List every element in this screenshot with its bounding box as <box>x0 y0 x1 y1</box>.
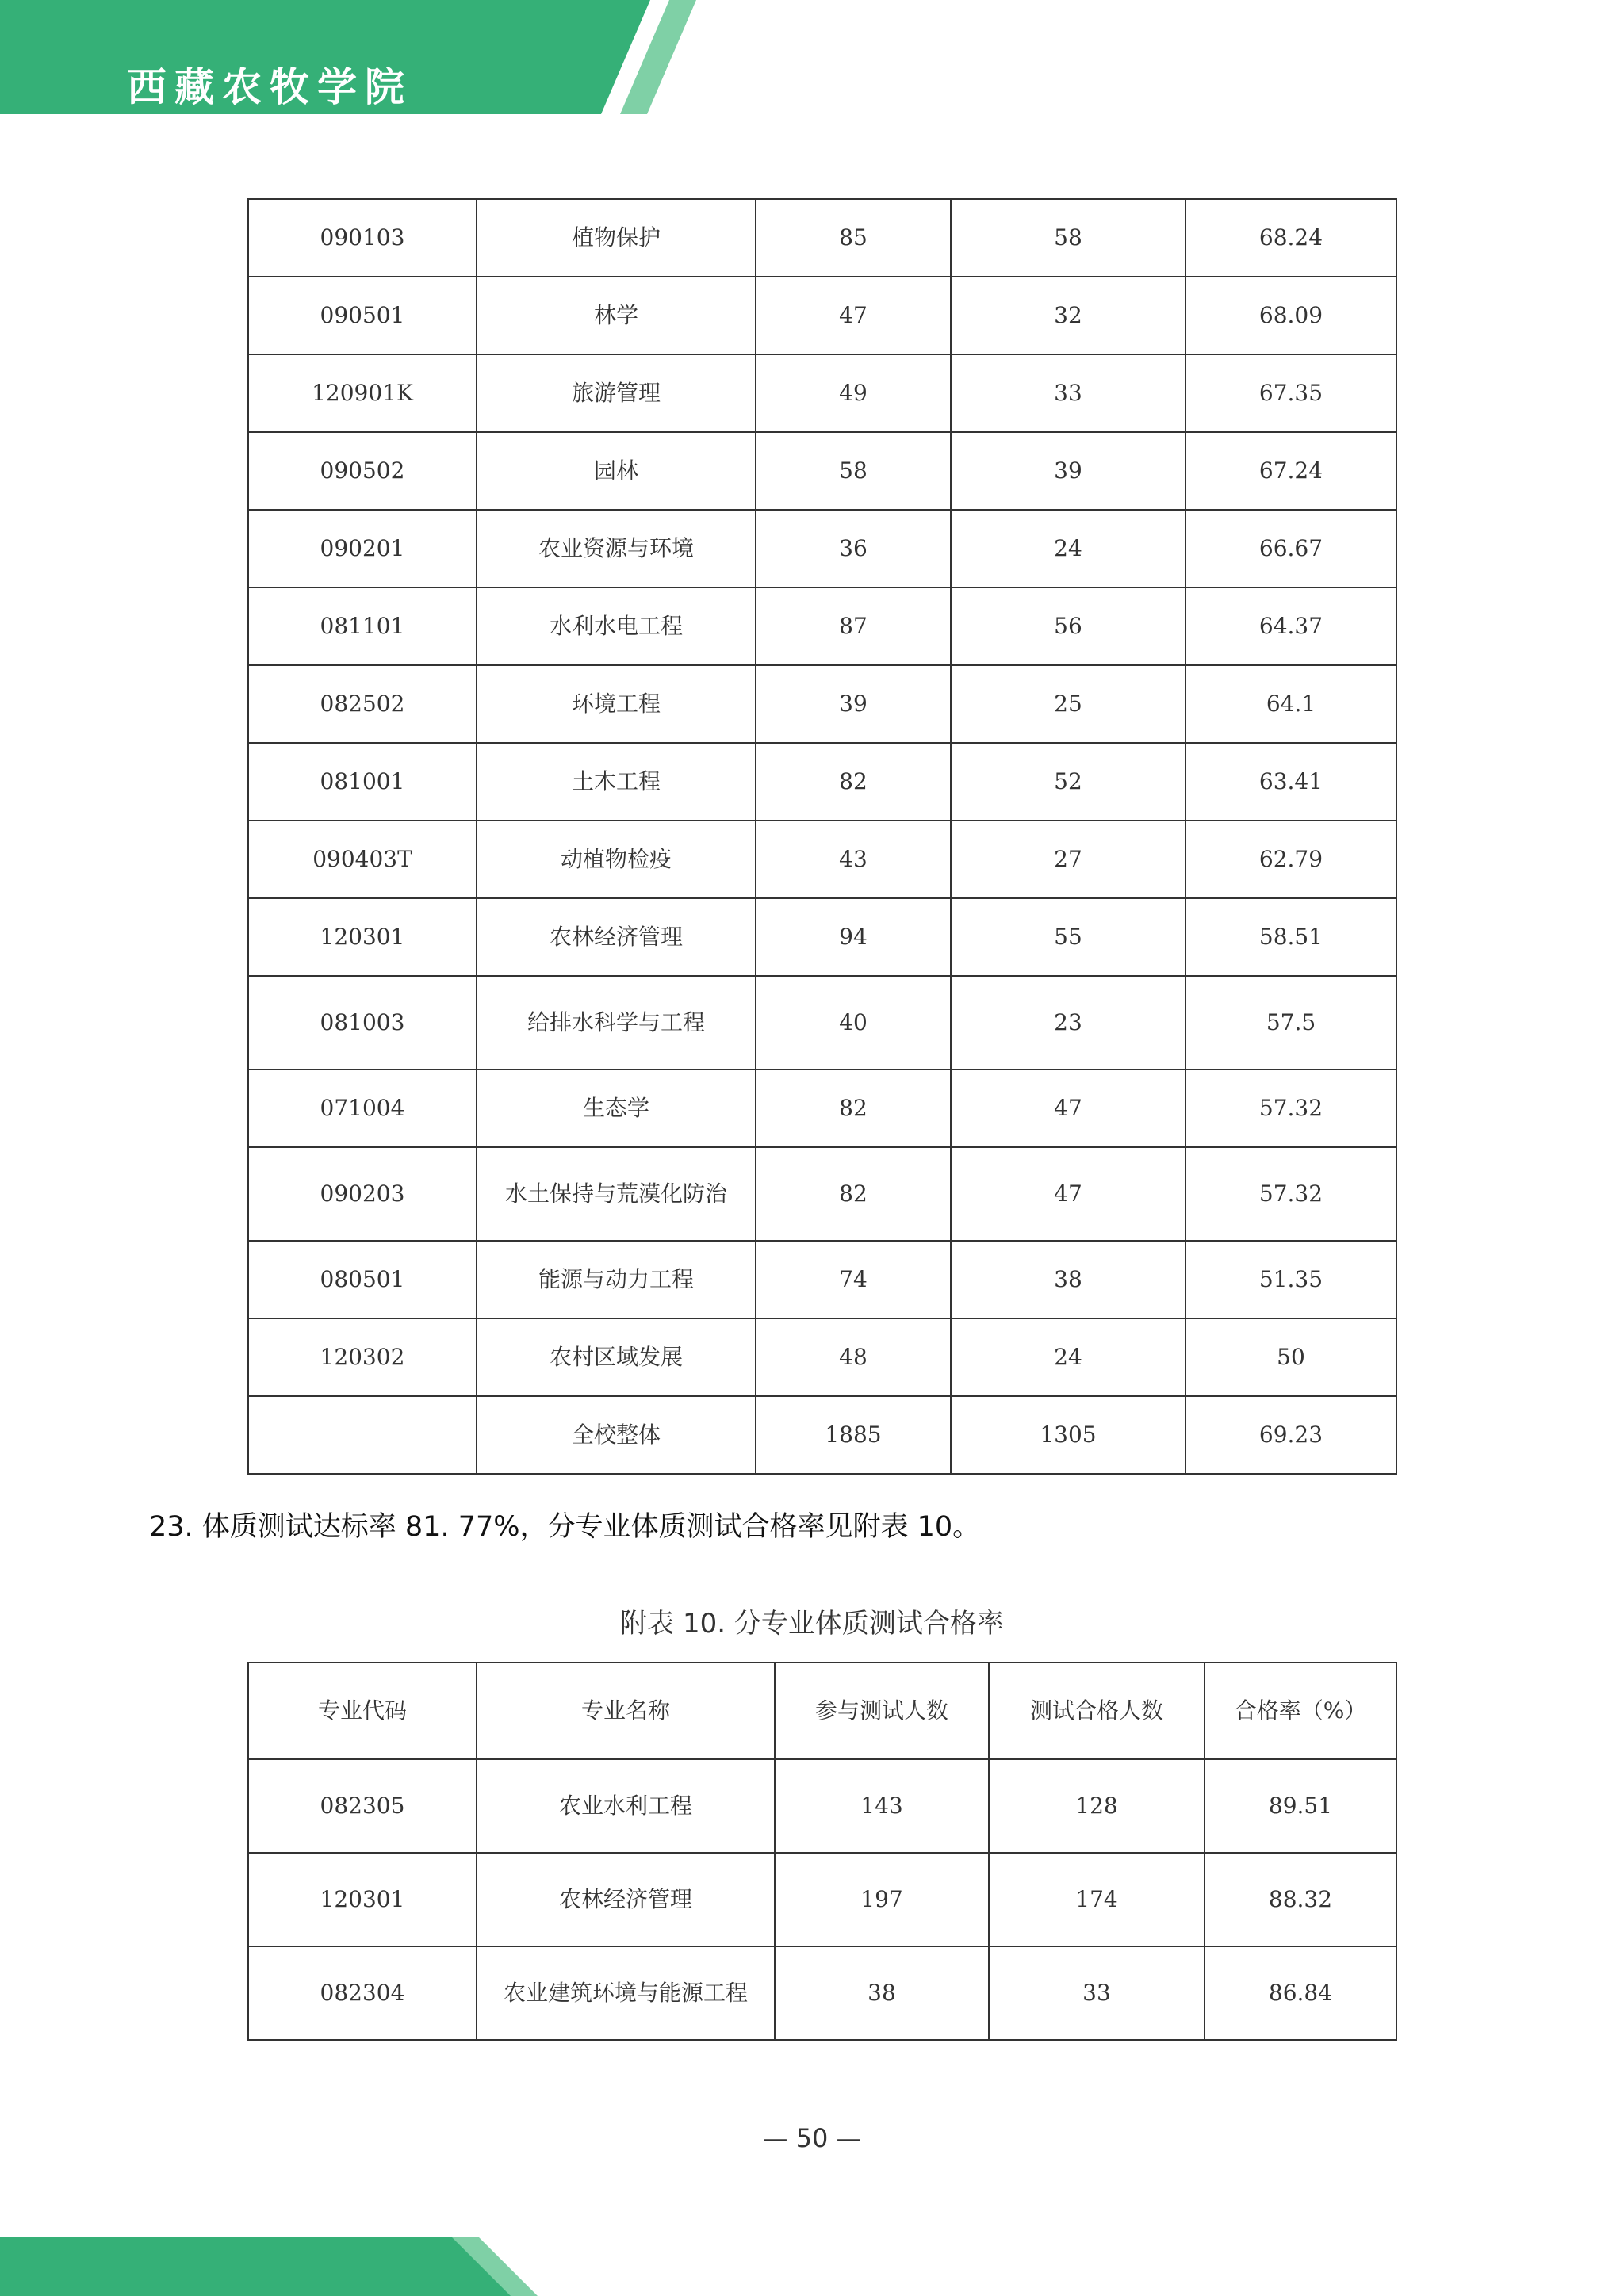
cell-name: 环境工程 <box>477 665 756 743</box>
cell-code: 081003 <box>248 976 477 1070</box>
cell-code: 082304 <box>248 1946 477 2040</box>
cell-name: 农林经济管理 <box>477 1853 775 1946</box>
cell-passed: 55 <box>951 898 1185 976</box>
cell-name: 农村区域发展 <box>477 1318 756 1396</box>
cell-passed: 33 <box>989 1946 1205 2040</box>
table-row <box>248 1946 1396 2040</box>
cell-rate: 51.35 <box>1185 1241 1396 1318</box>
cell-rate: 57.32 <box>1185 1070 1396 1147</box>
cell-tested: 49 <box>756 354 951 432</box>
footer-banner <box>0 2237 555 2296</box>
cell-code: 080501 <box>248 1241 477 1318</box>
cell-passed: 33 <box>951 354 1185 432</box>
cell-tested: 74 <box>756 1241 951 1318</box>
cell-name: 农业建筑环境与能源工程 <box>477 1946 775 2040</box>
cell-tested: 48 <box>756 1318 951 1396</box>
cell-tested: 36 <box>756 510 951 587</box>
header-code: 专业代码 <box>248 1663 477 1759</box>
cell-name: 园林 <box>477 432 756 510</box>
cell-code: 120901K <box>248 354 477 432</box>
fitness-pass-rate-table <box>247 1662 1397 2041</box>
cell-rate: 62.79 <box>1185 821 1396 898</box>
cell-rate: 68.24 <box>1185 199 1396 277</box>
table-row <box>248 821 1396 898</box>
header-passed: 测试合格人数 <box>989 1663 1205 1759</box>
cell-passed: 39 <box>951 432 1185 510</box>
table-row <box>248 1396 1396 1474</box>
cell-tested: 85 <box>756 199 951 277</box>
cell-code: 090502 <box>248 432 477 510</box>
cell-tested: 87 <box>756 587 951 665</box>
cell-tested: 82 <box>756 743 951 821</box>
cell-rate: 57.32 <box>1185 1147 1396 1241</box>
cell-rate: 67.24 <box>1185 432 1396 510</box>
cell-tested: 38 <box>775 1946 989 2040</box>
cell-code: 081101 <box>248 587 477 665</box>
cell-rate: 67.35 <box>1185 354 1396 432</box>
cell-name: 生态学 <box>477 1070 756 1147</box>
cell-code: 120301 <box>248 898 477 976</box>
cell-rate: 66.67 <box>1185 510 1396 587</box>
cell-passed: 56 <box>951 587 1185 665</box>
header-rate: 合格率（%） <box>1205 1663 1396 1759</box>
table-row <box>248 1318 1396 1396</box>
cell-passed: 32 <box>951 277 1185 354</box>
cell-code: 090201 <box>248 510 477 587</box>
table-row <box>248 665 1396 743</box>
table-row <box>248 1147 1396 1241</box>
table-row <box>248 510 1396 587</box>
header-name: 专业名称 <box>477 1663 775 1759</box>
table1-body <box>248 199 1396 1474</box>
cell-rate: 86.84 <box>1205 1946 1396 2040</box>
cell-tested: 82 <box>756 1070 951 1147</box>
table-caption: 附表 10. 分专业体质测试合格率 <box>620 1608 1004 1640</box>
cell-code: 082502 <box>248 665 477 743</box>
table2-body <box>248 1759 1396 2040</box>
institution-title: 西藏农牧学院 <box>127 63 412 110</box>
cell-rate: 88.32 <box>1205 1853 1396 1946</box>
cell-passed: 24 <box>951 1318 1185 1396</box>
cell-code: 071004 <box>248 1070 477 1147</box>
table-row <box>248 1070 1396 1147</box>
cell-rate: 69.23 <box>1185 1396 1396 1474</box>
cell-passed: 47 <box>951 1147 1185 1241</box>
cell-tested: 58 <box>756 432 951 510</box>
cell-rate: 64.37 <box>1185 587 1396 665</box>
cell-name: 旅游管理 <box>477 354 756 432</box>
table-row <box>248 1759 1396 1853</box>
table-row <box>248 1241 1396 1318</box>
table-row <box>248 976 1396 1070</box>
cell-passed: 47 <box>951 1070 1185 1147</box>
table2-header-row <box>248 1663 1396 1759</box>
cell-rate: 63.41 <box>1185 743 1396 821</box>
cell-code: 090501 <box>248 277 477 354</box>
cell-passed: 23 <box>951 976 1185 1070</box>
cell-code: 082305 <box>248 1759 477 1853</box>
header-tested: 参与测试人数 <box>775 1663 989 1759</box>
cell-passed: 25 <box>951 665 1185 743</box>
cell-name: 水土保持与荒漠化防治 <box>477 1147 756 1241</box>
cell-code: 120302 <box>248 1318 477 1396</box>
fitness-test-paragraph: 23. 体质测试达标率 81. 77%，分专业体质测试合格率见附表 10。 <box>149 1511 981 1543</box>
cell-name: 给排水科学与工程 <box>477 976 756 1070</box>
cell-code <box>248 1396 477 1474</box>
cell-tested: 39 <box>756 665 951 743</box>
cell-rate: 57.5 <box>1185 976 1396 1070</box>
cell-tested: 1885 <box>756 1396 951 1474</box>
major-pass-rate-table-continued <box>247 198 1397 1475</box>
table-row <box>248 898 1396 976</box>
cell-code: 090203 <box>248 1147 477 1241</box>
cell-name: 土木工程 <box>477 743 756 821</box>
cell-rate: 64.1 <box>1185 665 1396 743</box>
cell-name: 植物保护 <box>477 199 756 277</box>
cell-rate: 50 <box>1185 1318 1396 1396</box>
cell-name: 农林经济管理 <box>477 898 756 976</box>
cell-passed: 58 <box>951 199 1185 277</box>
table-row <box>248 432 1396 510</box>
cell-rate: 89.51 <box>1205 1759 1396 1853</box>
cell-code: 081001 <box>248 743 477 821</box>
footer-band-primary <box>0 2237 533 2296</box>
cell-name: 农业资源与环境 <box>477 510 756 587</box>
cell-code: 120301 <box>248 1853 477 1946</box>
cell-tested: 40 <box>756 976 951 1070</box>
table-row <box>248 587 1396 665</box>
table-row <box>248 743 1396 821</box>
cell-name: 动植物检疫 <box>477 821 756 898</box>
cell-tested: 197 <box>775 1853 989 1946</box>
cell-name: 全校整体 <box>477 1396 756 1474</box>
cell-name: 水利水电工程 <box>477 587 756 665</box>
cell-passed: 27 <box>951 821 1185 898</box>
cell-name: 林学 <box>477 277 756 354</box>
cell-tested: 43 <box>756 821 951 898</box>
cell-tested: 143 <box>775 1759 989 1853</box>
cell-passed: 38 <box>951 1241 1185 1318</box>
cell-passed: 24 <box>951 510 1185 587</box>
cell-code: 090403T <box>248 821 477 898</box>
table-row <box>248 199 1396 277</box>
cell-passed: 52 <box>951 743 1185 821</box>
cell-name: 农业水利工程 <box>477 1759 775 1853</box>
table-row <box>248 277 1396 354</box>
cell-passed: 1305 <box>951 1396 1185 1474</box>
cell-tested: 94 <box>756 898 951 976</box>
cell-tested: 47 <box>756 277 951 354</box>
cell-code: 090103 <box>248 199 477 277</box>
cell-passed: 128 <box>989 1759 1205 1853</box>
cell-rate: 58.51 <box>1185 898 1396 976</box>
cell-rate: 68.09 <box>1185 277 1396 354</box>
page-number: — 50 — <box>762 2123 862 2153</box>
table-row <box>248 354 1396 432</box>
cell-name: 能源与动力工程 <box>477 1241 756 1318</box>
cell-passed: 174 <box>989 1853 1205 1946</box>
table-row <box>248 1853 1396 1946</box>
cell-tested: 82 <box>756 1147 951 1241</box>
